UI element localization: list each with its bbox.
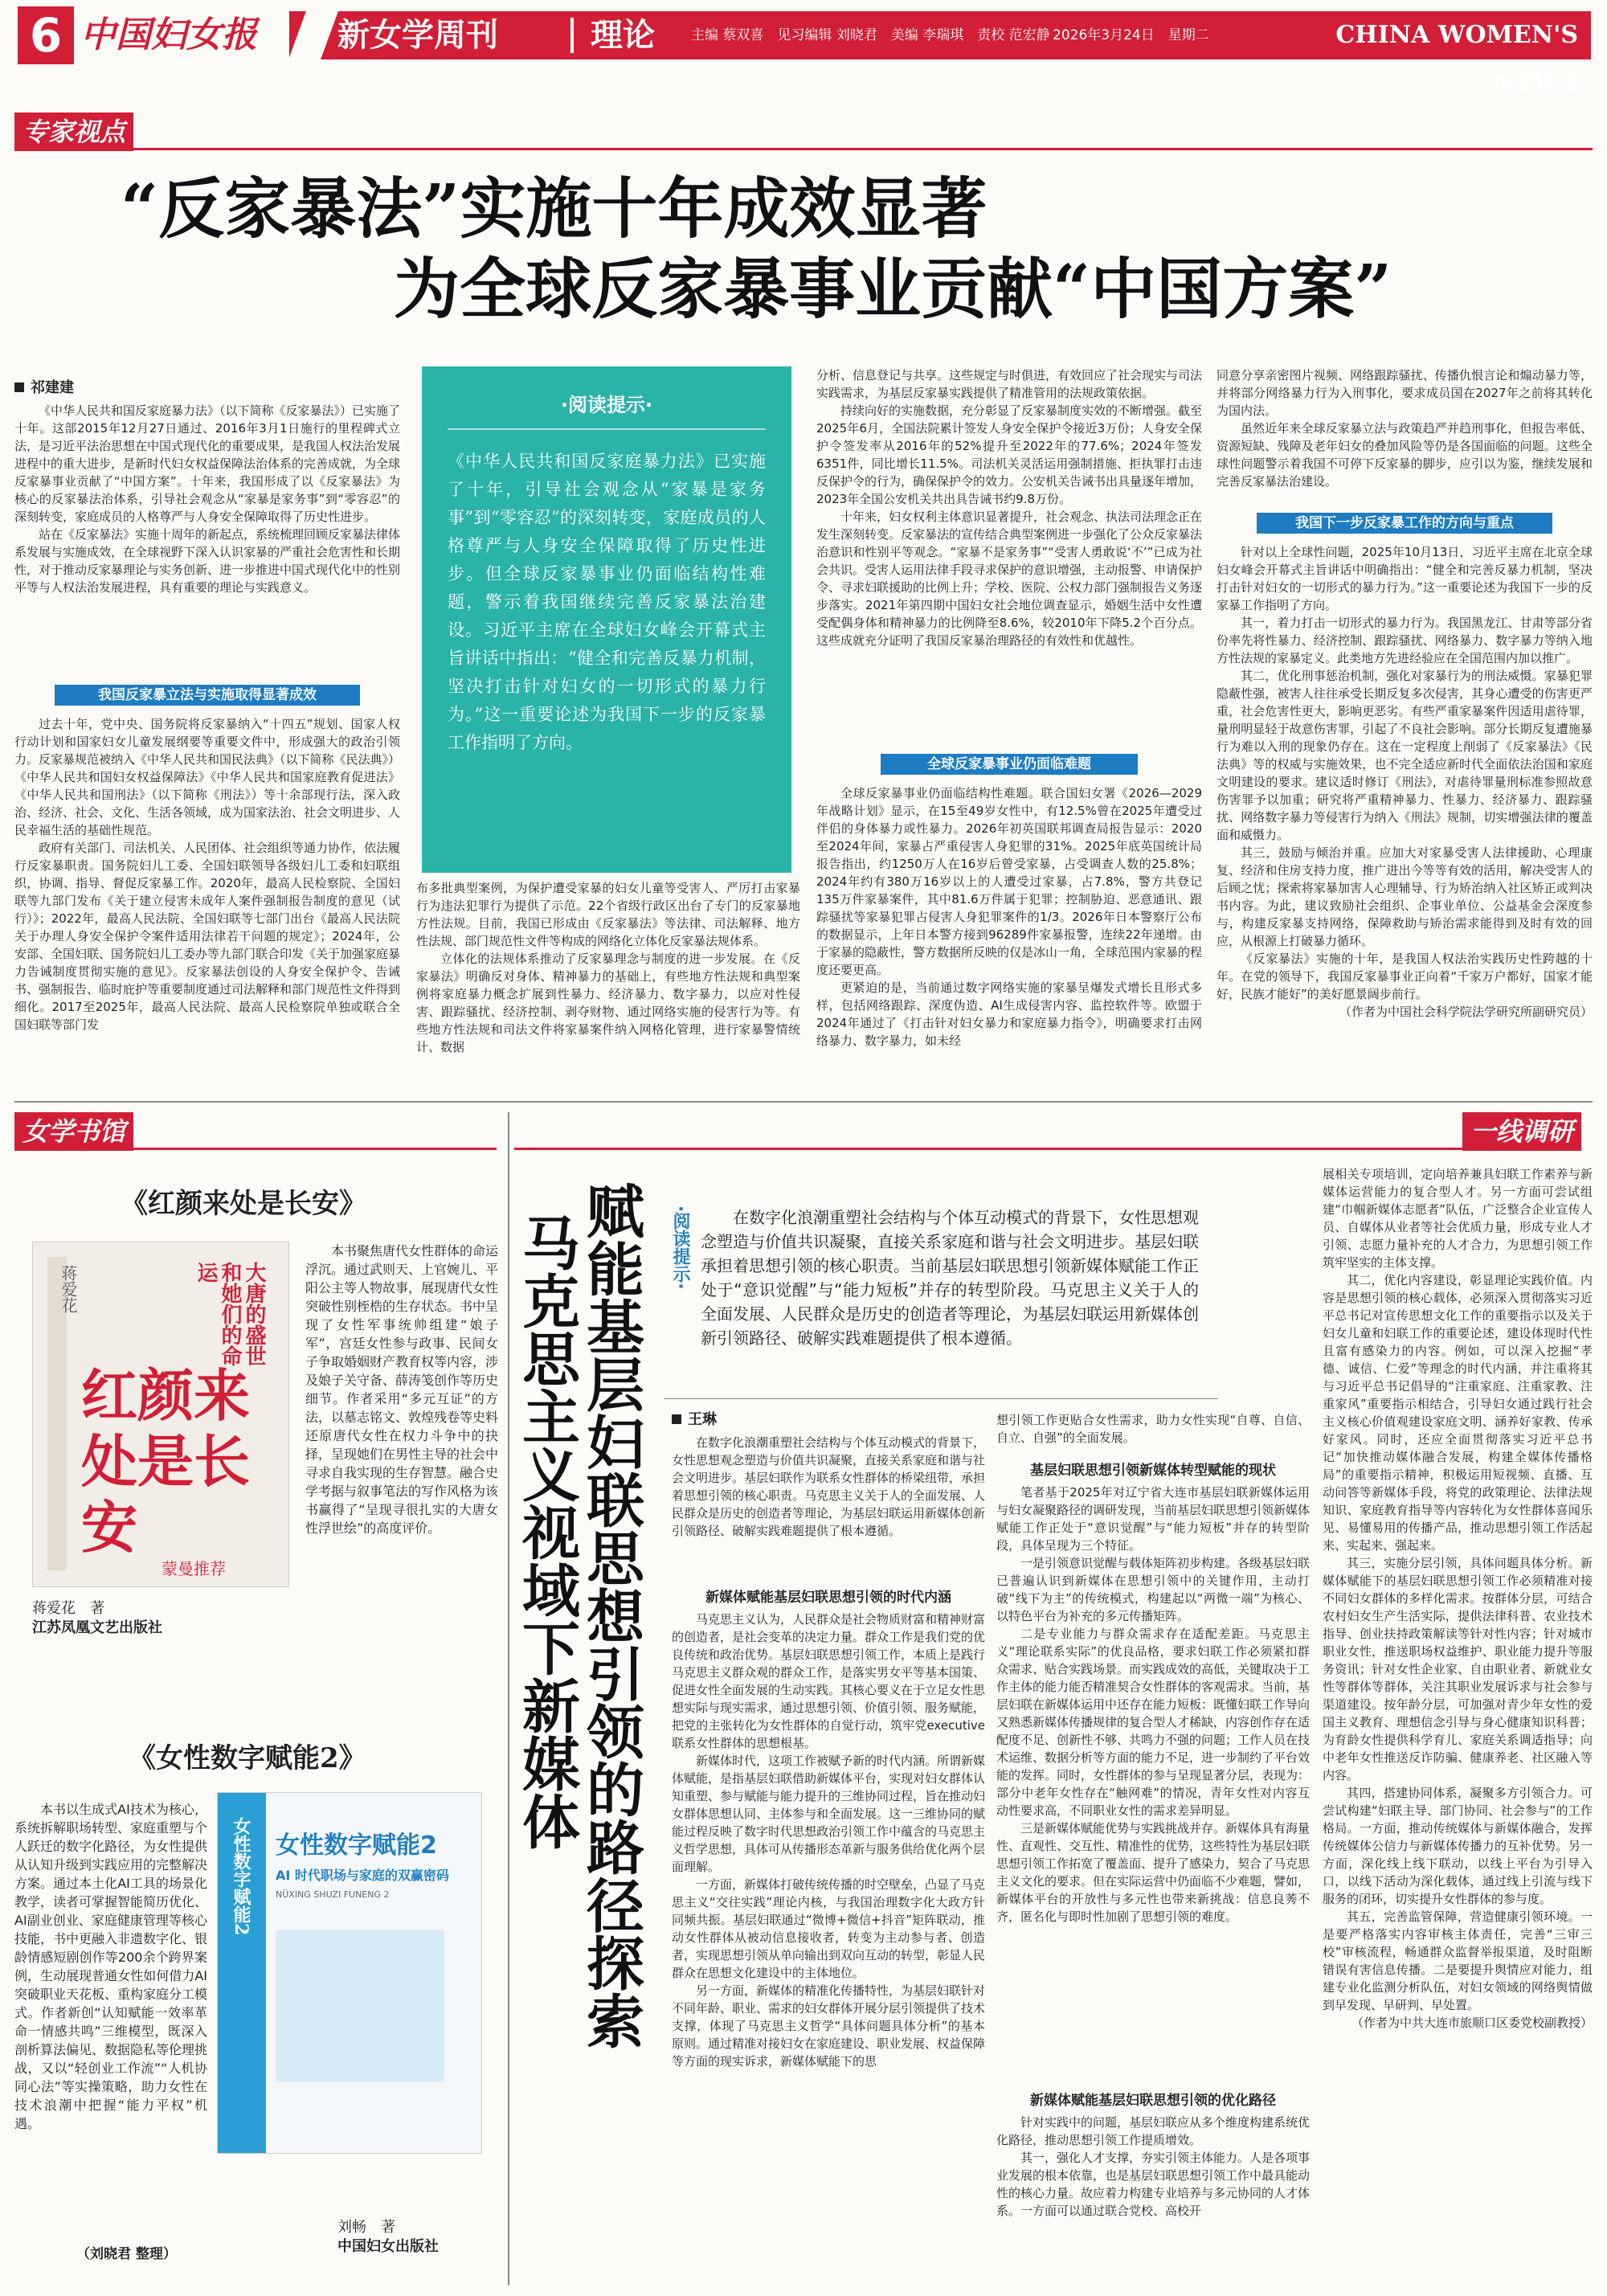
paragraph: 布多批典型案例，为保护遭受家暴的妇女儿童等受害人、严厉打击家暴行为违法犯罪行为提供了示范。22个省级行政区出台了专门的反家暴地方性法规。目前，我国已形成由《反家暴法》等法律、司法解释、地方性法规、部门规范性文件等构成的网络化立体化反家暴法规体系。: [416, 881, 800, 948]
book1-cover: [32, 1242, 289, 1587]
book2-cover-illustration: [276, 1930, 444, 2082]
paragraph: 持续向好的实施数据，充分彰显了反家暴制度实效的不断增强。截至2025年6月，全国法院累计签发人身安全保护令接近3万份；人身安全保护令签发率从2016年的52%提升至2022年的77.6%；2024年签发6351件，同比增长11.5%。司法机关灵活运用强制措施、拒执罪打击违反保护令的行为，确保保护令的效力。公安机关告诫书出具量逐年增加，2023年全国公安机关共出具告诫书约9.8万份。: [816, 403, 1202, 506]
reading-tip-box: [422, 366, 791, 873]
paragraph: 其三，鼓励与倾治并重。应加大对家暴受害人法律援助、心理康复、经济和住房支持力度，推广进出今等等有效的活用，解决受害人的后顾之忧；探索将家暴加害人心理辅导、行为矫治纳入社区矫正或判决书内容。为此，建议致励社会组织、企事业单位、公益基金会深度参与，构建反家暴支持网络，保障救助与矫治需求能得到及时有效的回应，从根源上打破暴力循环。: [1216, 845, 1593, 948]
article-col-1: [14, 402, 400, 685]
paragraph: 二是专业能力与群众需求存在适配差距。马克思主义“理论联系实际”的优良品格，要求妇联工作必须紧扣群众需求、贴合实践场景。而实践成效的高低，关键取决于工作主体的能力能否精准契合女性群体的客观需求。当前，基层妇联在新媒体运用中还存在能力短板：既懂妇联工作导向又熟悉新媒体传播规律的复合型人才稀缺，内容创作存在适配度不足、创新性不够、共鸣力不强的问题；工作人员在技术运维、数据分析等方面的能力不足，进一步制约了平台效能的发挥。同时，女性群体的参与呈现显著分层，表现为：部分中老年女性存在“触网难”的情况，青年女性对内容互动性要求高，不同职业女性的需求差异明显。: [996, 1627, 1310, 1818]
paragraph: 三是新媒体赋能优势与实践挑战并存。新媒体具有海量性、直观性、交互性、精准性的优势，这些特性为基层妇联思想引领工作拓宽了覆盖面、提升了感染力，契合了马克思主义文化的要求。但在实际运营中仍面临不少难题，譬如，新媒体平台的开放性与多元性也带来新挑战：信息良莠不齐，匿名化与即时性加剧了思想引领的难度。: [996, 1821, 1310, 1924]
byline: [14, 376, 74, 397]
column-divider: [508, 1112, 509, 2286]
book2-editor: （刘晓君 整理）: [76, 2246, 177, 2262]
issue-date: 2026年3月24日 星期二: [1053, 27, 1209, 43]
book2-credit: [337, 2218, 439, 2257]
feature-sub-1-wrap: [672, 1580, 985, 1612]
paragraph: 在数字化浪潮重塑社会结构与个体互动模式的背景下，女性思想观念塑造与价值共识凝聚，直接关系家庭和谐与社会文明进步。基层妇联承担着思想引领的核心职责。当前基层妇联思想引领新媒体赋能工作正处于“意识觉醒”与“能力短板”并存的转型阶段。马克思主义关于人的全面发展、人民群众是历史的创造者等理论，为基层妇联运用新媒体创新引领路径、破解实践难题提供了根本遵循。: [701, 1208, 1199, 1348]
paragraph: 其三，实施分层引领，具体问题具体分析。新媒体赋能下的基层妇联思想引领工作必须精准对接不同妇女群体的多样化需求。按群体分层，可结合农村妇女生产生活实际，提供法律科普、农业技术指导、创业扶持政策解读等针对性内容；针对城市职业女性，推送职场权益维护、职业能力提升等服务资讯；针对女性企业家、自由职业者、新就业女性等群体等群体，关注其职业发展诉求与社会参与渠道建设。按年龄分层，可加强对青少年女性的爱国主义教育、理想信念引导与身心健康知识科普；为育龄女性提供科学育儿、家庭关系调适指导；向中老年女性推送反诈防骗、健康养老、社区融入等内容。: [1323, 1556, 1593, 1782]
headline-line-1: “反家暴法”实施十年成效显著: [121, 170, 988, 248]
paragraph: 新媒体时代，这项工作被赋予新的时代内涵。所谓新媒体赋能，是指基层妇联借助新媒体平台，实现对妇女群体认知重塑、参与赋能与能力提升的三维协同过程，旨在推动妇女群体思想认同、主体参与和全面发展。这一三维协同的赋能过程反映了数字时代思想政治引领工作中蕴含的马克思主义哲学思想，具体可从传播形态革新与服务供给优化两个层面理解。: [672, 1754, 985, 1874]
paragraph: 针对实践中的问题，基层妇联应从多个维度构建系统优化路径，推动思想引领工作提质增效。: [996, 2115, 1310, 2147]
paragraph: 展相关专项培训，定向培养兼具妇联工作素养与新媒体运营能力的复合型人才。另一方面可尝试组建“巾帼新媒体志愿者”队伍，广泛整合企业宣传人员、自媒体从业者等社会优质力量，形成专业人才引领、志愿力量补充的人才合力，为思想引领工作筑牢坚实的主体支撑。: [1323, 1167, 1593, 1270]
paragraph: 分析、信息登记与共享。这些规定与时俱进，有效回应了社会现实与司法实践需求，为基层反家暴实践提供了精准管用的法规政策依据。: [816, 368, 1202, 400]
paragraph: 针对以上全球性问题，2025年10月13日，习近平主席在北京全球妇女峰会开幕式主旨讲话中明确指出：“健全和完善反暴力机制，坚决打击针对妇女的一切形式的暴力行为。”这一重要论述为我国下一步的反家暴工作指明了方向。: [1216, 545, 1593, 612]
paragraph: 本书聚焦唐代女性群体的命运浮沉。通过武则天、上官婉儿、平阳公主等人物故事，展现唐代女性突破性别桎梏的生存状态。书中呈现了女性军事统帅组建“娘子军”，宫廷女性参与政事、民间女子争取婚姻财产教育权等内容，涉及娘子关守备、薛涛笺创作等历史细节。作者采用“多元互证”的方法，以墓志铭文、敦煌残卷等史料还原唐代女性在权力斗争中的抉择，呈现她们在男性主导的社会中寻求自我实现的生存智慧。融合史学考据与叙事笔法的写作风格为该书赢得了“呈现寻很扎实的大唐女性浮世绘”的高度评价。: [305, 1243, 498, 1536]
column-tag-survey: 一线调研: [1462, 1112, 1581, 1151]
feature-subhead: 新媒体赋能基层妇联思想引领的优化路径: [1030, 2093, 1276, 2109]
book1-cover-title: 红颜来处是长安: [81, 1362, 250, 1561]
book2-cover-spine-title: 女性数字赋能2: [231, 1817, 251, 1936]
author-note: （作者为中国社会科学院法学研究所副研究员）: [1339, 1005, 1593, 1019]
feature-sub-2-wrap: [996, 1453, 1310, 1485]
paragraph: 其二，优化内容建设，彰显理论实践价值。内容是思想引领的核心载体，必须深入贯彻落实习近平总书记对宣传思想文化工作的重要指示以及关于妇女儿童和妇联工作的重要论述，建设体现时代性且富有感染力的内容。例如，可以深入挖掘“孝德、诚信、仁爱”等理念的时代内涵，并注重将其与习近平总书记倡导的“注重家庭、注重家教、注重家风”重要指示相结合，引导妇女通过践行社会主义核心价值观建设家庭文明、涵养好家教、传承好家风。同时，还应全面贯彻落实习近平总书记“加快推动媒体融合发展，构建全媒体传播格局”的重要指示精神，积极运用短视频、直播、互动问答等新媒体手段，将党的政策理论、法律法规知识、家庭教育指导等内容转化为女性群体喜闻乐见、易懂易用的传播产品，推动思想引领工作活起来、实起来、强起来。: [1323, 1273, 1593, 1553]
paragraph: 同意分享亲密图片视频、网络跟踪骚扰、传播仇恨言论和煽动暴力等，并将部分网络暴力行为入刑事化，要求成员国在2027年之前将其转化为国内法。: [1216, 368, 1593, 418]
feature-title-2: 马克思主义视域下新媒体: [513, 1213, 581, 1850]
masthead: [0, 0, 1607, 97]
paragraph: 全球反家暴事业仍面临结构性难题。联合国妇女署《2026—2029年战略计划》显示，在15至49岁女性中，有12.5%曾在2025年遭受过伴侣的身体暴力或性暴力。2026年初英国联邦调查局报告显示：2020至2024年间，家暴占严重侵害人身犯罪的31%。2025年底英国统计局报告指出，约1250万人在16岁后曾受家暴，占受调查人数的25.8%；2024年约有380万16岁以上的人遭受过家暴，占7.8%，警方共登记135万件家暴案件，其中81.6万件属于犯罪；控制胁迫、恶意通讯、跟踪骚扰等家暴犯罪占侵害人身犯罪案件的1/3。2026年日本警察厅公布的数据显示，上年日本警方接到96289件家暴报警，连续22年递增。由于家暴的隐蔽性，警方数据所反映的仅是冰山一角，全球范围内家暴的程度还要更高。: [816, 786, 1202, 977]
book1-cover-author: 蒋爱花: [59, 1265, 78, 1313]
paragraph: 其二，优化刑事惩治机制，强化对家暴行为的刑法威慑。家暴犯罪隐蔽性强，被害人往往承受长期反复多次侵害，其身心遭受的伤害更严重，社会危害性更大，影响更恶劣。有些严重家暴案件因适用虐待罪，量刑明显轻于故意伤害罪，引起了不良社会影响。部分长期反复遭施暴行为难以入刑的现象仍存在。这在一定程度上削弱了《反家暴法》《民法典》等的权威与实施效果，也不完全适应新时代全面依法治国和家庭文明建设的要求。建议适时修订《刑法》，对虐待罪量刑标准参照故意伤害罪予以加重；研究将严重精神暴力、性暴力、经济暴力、跟踪骚扰、网络数字暴力等侵害行为纳入《刑法》规制，切实增强法律的覆盖面和威慑力。: [1216, 669, 1593, 842]
feature-byline: [672, 1408, 717, 1429]
paragraph: 过去十年，党中央、国务院将反家暴纳入“十四五”规划、国家人权行动计划和国家妇女儿童发展纲要等重要文件中，形成强大的政治引领力。反家暴规范被纳入《中华人民共和国民法典》（以下简称《民法典》）《中华人民共和国妇女权益保障法》《中华人民共和国家庭教育促进法》《中华人民共和国刑法》（以下简称《刑法》）等十余部现行法，深入政治、经济、社会、文化、生活各领域，成为国家法治、社会文明进步、人民幸福生活的基础性规范。: [14, 717, 400, 837]
paragraph: 在数字化浪潮重塑社会结构与个体互动模式的背景下，女性思想观念塑造与价值共识凝聚，直接关系家庭和谐与社会文明进步。基层妇联作为联系女性群体的桥梁纽带，承担着思想引领的核心职责。马克思主义关于人的全面发展、人民群众是历史的创造者等理论，为基层妇联运用新媒体创新引领路径、破解实践难题提供了根本遵循。: [672, 1435, 985, 1538]
book2-description: [14, 1800, 207, 2242]
book2-cover-title: 女性数字赋能2: [276, 1831, 437, 1860]
column-tag-expert: 专家视点: [14, 113, 133, 151]
paragraph: 虽然近年来全球反家暴立法与政策趋严并趋刑事化，但报告率低、资源短缺、残障及老年妇女的叠加风险等仍是各国面临的问题。这些全球性问题警示着我国不可停下反家暴的脚步，应引以为鉴，继续发展和完善反家暴法治建设。: [1216, 421, 1593, 489]
feature-subhead: 新媒体赋能基层妇联思想引领的时代内涵: [705, 1590, 951, 1606]
section-subhead: 全球反家暴事业仍面临难题: [881, 754, 1138, 775]
paragraph: 其一，着力打击一切形式的暴力行为。我国黑龙江、甘肃等部分省份率先将性暴力、经济控制、跟踪骚扰、网络暴力、数字暴力等纳入地方性法规的家暴定义。此类地方先进经验应在全国范围内加以推广。: [1216, 616, 1593, 665]
book2-author: 刘畅 著: [337, 2219, 395, 2236]
feature-col-2c: [996, 2114, 1310, 2286]
feature-rule: [514, 1148, 1462, 1150]
headline-line-2: 为全球反家暴事业贡献“中国方案”: [394, 251, 1392, 328]
feature-col-1b: [672, 1610, 985, 2286]
paragraph: 《反家暴法》实施的十年，是我国人权法治实践历史性跨越的十年。在党的领导下，我国反家暴事业正向着“千家万户都好，国家才能好，民族才能好”的美好愿景阔步前行。: [1216, 952, 1593, 1001]
paragraph: 一方面，新媒体打破传统传播的时空壁垒，凸显了马克思主义“交往实践”理论内核，与我国治理数字化大政方针同频共振。基层妇联通过“微博+微信+抖音”矩阵联动，推动女性群体从被动信息接收者，转变为主动参与者、创造者，实现思想引领从单向输出到双向互动的转型，彰显人民群众在思想文化建设中的主体地位。: [672, 1877, 985, 1980]
tag-rule: [14, 148, 1593, 150]
article-col-3b: [816, 784, 1202, 1069]
section-divider: [570, 18, 574, 53]
author-note: （作者为中共大连市旅顺口区委党校副教授）: [1351, 2016, 1593, 2030]
article-col-4b: [1216, 543, 1593, 1080]
subhead-1-wrap: [14, 685, 400, 706]
section-subhead: 我国下一步反家暴工作的方向与重点: [1257, 513, 1552, 534]
section-subhead: 我国反家暴立法与实施取得显著成效: [55, 685, 360, 706]
book1-title: 《红颜来处是长安》: [121, 1188, 366, 1220]
paragraph: 另一方面，新媒体的精准化传播特性，为基层妇联针对不同年龄、职业、需求的妇女群体开展分层引领提供了技术支撑，体现了马克思主义哲学“具体问题具体分析”的基本原则。通过精准对接妇女在家庭建设、职业发展、权益保障等方面的现实诉求，新媒体赋能下的思: [672, 1983, 985, 2069]
book2-publisher: 中国妇女出版社: [337, 2238, 439, 2255]
book1-publisher: 江苏凤凰文艺出版社: [32, 1619, 162, 1636]
feature-subhead: 基层妇联思想引领新媒体转型赋能的现状: [1030, 1463, 1276, 1479]
subsection-title: 理论: [591, 17, 655, 54]
byline-square: [14, 383, 24, 392]
section-title: 新女学周刊: [337, 17, 498, 54]
book1-author: 蒋爱花 著: [32, 1600, 104, 1617]
column-tag-books: 女学书馆: [14, 1112, 133, 1151]
article-col-4: [1216, 366, 1593, 503]
reading-tip-title: ·阅读提示·: [560, 394, 653, 416]
book2-cover: [217, 1792, 482, 2154]
paragraph: 政府有关部门、司法机关、人民团体、社会组织等通力协作，依法履行反家暴职责。国务院妇儿工委、全国妇联领导各级妇儿工委和妇联组织，协调、指导、督促反家暴工作。2020年，最高人民检察院、全国妇联等九部门发布《关于建立侵害未成年人案件强制报告制度的意见（试行）》；2022年，最高人民法院、全国妇联等七部门出台《最高人民法院关于办理人身安全保护令案件适用法律若干问题的规定》；2024年，公安部、全国妇联、国务院妇儿工委办等九部门联合印发《关于加强家庭暴力告诫制度贯彻实施的意见》。反家暴法创设的人身安全保护令、告诫书、强制报告、临时庇护等重要制度通过司法解释和部门规范性文件得到细化。2017至2025年，最高人民法院、最高人民检察院单独或联合全国妇联等部门发: [14, 841, 400, 1032]
page-number: 6: [18, 6, 74, 64]
paper-name: 中国妇女报: [80, 14, 257, 55]
book2-title: 《女性数字赋能2》: [129, 1742, 366, 1774]
book1-credit: [32, 1599, 162, 1638]
book2-cover-subtitle: AI 时代职场与家庭的双赢密码: [276, 1868, 449, 1883]
paragraph: 立体化的法规体系推动了反家暴理念与制度的进一步发展。在《反家暴法》明确反对身体、精神暴力的基础上，有些地方性法规和典型案例将家庭暴力概念扩展到性暴力、经济暴力、数字暴力，以应对性侵害、跟踪骚扰、经济控制、剥夺财物、通过网络实施的侵害行为等。有些地方性法规和司法文件将家暴案件纳入网格化管理，进行家暴警情统计、数据: [416, 952, 800, 1054]
feature-col-2: [996, 1411, 1310, 1451]
article-col-2b: [416, 879, 800, 1069]
paragraph: 其一，强化人才支撑，夯实引领主体能力。人是各项事业发展的根本依靠，也是基层妇联思想引领工作中最具能动性的核心力量。故应着力构建专业培养与多元协同的人才体系。一方面可以通过联合党校、高校开: [996, 2151, 1310, 2218]
feature-tip-text: [701, 1205, 1199, 1350]
paragraph: 《中华人民共和国反家庭暴力法》（以下简称《反家暴法》）已实施了十年。这部2015年12月27日通过、2016年3月1日施行的里程碑式立法，是习近平法治思想在中国式现代化的重要成果，是我国人权法治发展进程中的重大进步，是新时代妇女权益保障法治体系的完善成就，为全球反家暴事业贡献了“中国方案”。十年来，我国形成了以《反家暴法》为核心的反家暴法治体系，引导社会观念从“家暴是家务事”到“零容忍”的深刻转变，家庭成员的人格尊严与人身安全保障取得了历史性进步。: [14, 403, 400, 524]
feature-col-1: [672, 1434, 985, 1578]
tip-rule: [664, 1398, 1218, 1399]
article-col-1b: [14, 715, 400, 1069]
book1-cover-recommender: 蒙曼推荐: [162, 1559, 226, 1578]
paragraph: 站在《反家暴法》实施十周年的新起点，系统梳理回顾反家暴法律体系发展与实施成效，在全球视野下深入认识家暴的严重社会危害性和长期性，对于推动反家暴理论与实务创新、进一步推进中国式现代化中的性别平等与人权法治发展进程，具有重要的理论与实践意义。: [14, 527, 400, 595]
author-name: 祁建建: [31, 379, 74, 396]
paragraph: 十年来，妇女权利主体意识显著提升，社会观念、执法司法理念正在发生深刻转变。反家暴法的宣传结合典型案例进一步强化了公众反家暴法治意识和性别平等观念。“家暴不是家务事”“受害人勇敢说‘不’”已成为社会共识。受害人运用法律手段寻求保护的意识增强，主动报警、申请保护令、寻求妇联援助的比例上升；学校、医院、公权力部门强制报告义务逐步落实。2021年第四期中国妇女社会地位调查显示，婚姻生活中女性遭受配偶身体和精神暴力的比例降至8.6%，较2010年下降5.2个百分点。这些成就充分证明了我国反家暴治理路径的有效性和优越性。: [816, 510, 1202, 648]
paragraph: 更紧迫的是，当前通过数字网络实施的家暴呈爆发式增长且形式多样，包括网络跟踪、深度伪造、AI生成侵害内容、监控软件等。欧盟于2024年通过了《打击针对妇女暴力和家庭暴力指令》，明确要求打击网络暴力、数字暴力，如未经: [816, 980, 1202, 1048]
subhead-2-wrap: [816, 754, 1202, 775]
paragraph: 其四，搭建协同体系，凝聚多方引领合力。可尝试构建“妇联主导、部门协同、社会参与”的工作格局。一方面，推动传统媒体与新媒体融合，发挥传统媒体公信力与新媒体传播力的互补优势。另一方面，深化线上线下联动，以线上平台为引导入口，以线下活动为深化载体，通过线上引流与线下服务的闭环，切实提升女性群体的参与度。: [1323, 1786, 1593, 1906]
feature-col-2b: [996, 1484, 1310, 2078]
reading-tip-text: 《中华人民共和国反家庭暴力法》已实施了十年，引导社会观念从“家暴是家务事”到“零容忍”的深刻转变，家庭成员的人格尊严与人身安全保障取得了历史性进步。但全球反家暴事业仍面临结构性难题，警示着我国继续完善反家暴法治建设。习近平主席在全球妇女峰会开幕式主旨讲话中指出：“健全和完善反暴力机制，坚决打击针对妇女的一切形式的暴力行为。”这一重要论述为我国下一步的反家暴工作指明了方向。: [448, 452, 766, 752]
feature-tip-label: ·阅读提示·: [670, 1205, 690, 1290]
article-col-3: [816, 366, 1202, 751]
section-rule: [14, 1101, 1593, 1103]
feature-col-3: [1323, 1165, 1593, 2286]
byline-square: [672, 1414, 681, 1424]
book1-description: [305, 1242, 498, 1619]
english-name: CHINA WOMEN'S NEWS: [1335, 21, 1578, 97]
feature-sub-3-wrap: [996, 2083, 1310, 2115]
books-rule: [14, 1148, 497, 1150]
paragraph: 其五，完善监管保障，营造健康引领环境。一是要严格落实内容审核主体责任，完善“三审三校”审核流程，畅通群众监督举报渠道，及时阻断错误有害信息传播。二是要提升舆情应对能力，组建专业化监测分析队伍，对妇女领域的网络舆情做到早发现、早研判、早处置。: [1323, 1909, 1593, 2012]
feature-title-1: 赋能基层妇联思想引领的路径探索: [577, 1181, 645, 2049]
paragraph: 想引领工作更贴合女性需求，助力女性实现“自尊、自信、自立、自强”的全面发展。: [996, 1413, 1310, 1445]
subhead-3-wrap: [1216, 513, 1593, 534]
book1-cover-subtitle: 大唐的盛世和她们的命运: [194, 1262, 266, 1366]
paragraph: 马克思主义认为，人民群众是社会物质财富和精神财富的创造者，是社会变革的决定力量。群众工作是我们党的优良传统和政治优势。基层妇联思想引领工作，本质上是践行马克思主义群众观的群众工作，是落实男女平等基本国策、促进女性全面发展的生动实践。其核心要义在于立足女性思想实际与现实需求，通过思想引领、价值引领、服务赋能，把党的主张转化为女性群体的自觉行动，筑牢党executive联系女性群体的思想根基。: [672, 1612, 985, 1750]
book2-cover-pinyin: NÜXING SHUZI FUNENG 2: [276, 1889, 390, 1900]
feature-author: 王琳: [688, 1411, 717, 1428]
staff-credits: 主编 蔡双喜 见习编辑 刘晓君 美编 李瑞琪 责校 范宏静: [691, 27, 1050, 43]
tip-divider: [448, 428, 766, 430]
paragraph: 笔者基于2025年对辽宁省大连市基层妇联新媒体运用与妇女凝聚路径的调研发现，当前基层妇联思想引领新媒体赋能工作正处于“意识觉醒”与“能力短板”并存的转型阶段，具体呈现为三个特征。: [996, 1485, 1310, 1553]
paragraph: 本书以生成式AI技术为核心，系统拆解职场转型、家庭重塑与个人跃迁的数字化路径，为女性提供从认知升级到实践应用的完整解决方案。通过本土化AI工具的场景化教学，读者可掌握智能简历优化、AI副业创业、家庭健康管理等核心技能，书中更融入非遗数字化、银龄情感短剧创作等200余个跨界案例，生动展现普通女性如何借力AI突破职业天花板、重构家庭分工模式。作者新创“认知赋能一效率革命一情感共鸣”三维模型，既深入剖析算法偏见、数据隐私等伦理挑战，又以“轻创业工作流”“人机协同心法”等实操策略，助力女性在技术浪潮中把握“能力平权”机遇。: [14, 1802, 207, 2131]
paragraph: 一是引领意识觉醒与载体矩阵初步构建。各级基层妇联已普遍认识到新媒体在思想引领中的关键作用，主动打破“线下为主”的传统模式，构建起以“两微一端”为核心、以特色平台为补充的多元传播矩阵。: [996, 1556, 1310, 1623]
